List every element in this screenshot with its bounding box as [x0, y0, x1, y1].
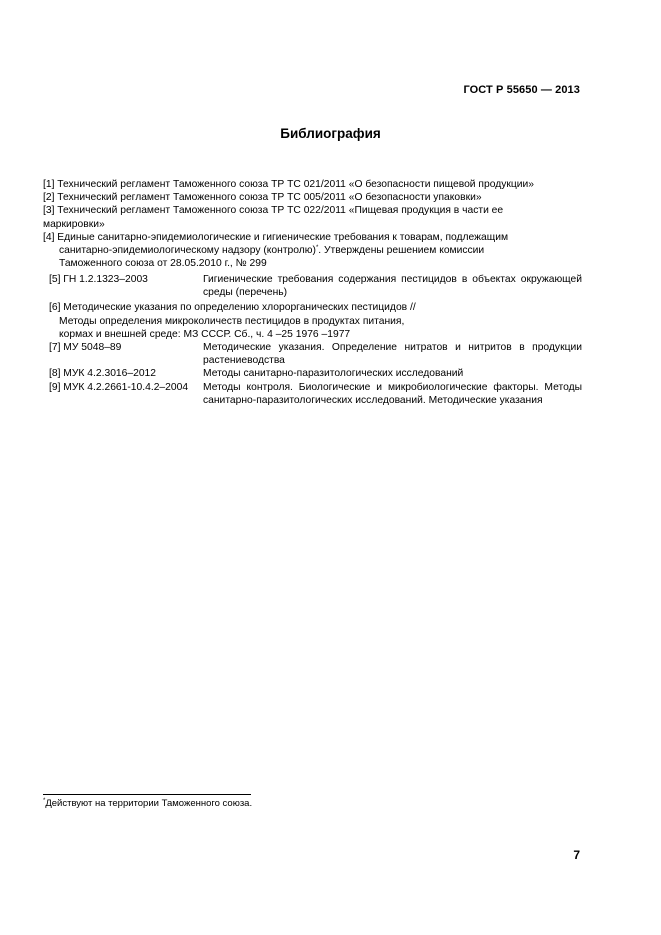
ref-6-line3: кормах и внешней среде: МЗ СССР. Сб., ч. 4 –25 1976 –1977: [59, 328, 351, 340]
footnote-mark-bottom: *: [43, 798, 46, 804]
ref-7-row: [49, 341, 582, 367]
ref-2: [2] Технический регламент Таможенного союза ТР ТС 005/2011 «О безопасности упаковки»: [43, 192, 482, 204]
bibliography-list: [43, 178, 588, 270]
bibliography-table: [49, 273, 582, 407]
footnote-mark: *: [315, 245, 319, 252]
ref-5-code: [5] ГН 1.2.1323–2003: [49, 274, 148, 285]
ref-4-line3: Таможенного союза от 28.05.2010 г., № 299: [59, 258, 267, 270]
ref-9-desc: Методы контроля. Биологические и микробиологические факторы. Методы санитарно-паразитологических исследований. Методические указания: [203, 381, 582, 406]
footnote-text: Действуют на территории Таможенного союза.: [45, 798, 253, 809]
ref-9-code: [9] МУК 4.2.2661-10.4.2–2004: [49, 381, 189, 393]
footnote: [43, 798, 252, 809]
ref-4-line2-text: санитарно-эпидемиологическому надзору (контролю): [59, 245, 316, 257]
ref-6: [49, 301, 582, 341]
ref-6-line1: [6] Методические указания по определению хлорорганических пестицидов //: [49, 302, 416, 314]
ref-4: [43, 231, 588, 271]
ref-8-code: [8] МУК 4.2.3016–2012: [49, 368, 157, 380]
ref-9-row: [49, 381, 582, 407]
standard-header: ГОСТ Р 55650 — 2013: [463, 84, 580, 96]
ref-8-row: [49, 367, 582, 380]
ref-8-desc: Методы санитарно-паразитологических исследований: [203, 368, 464, 380]
ref-1: [1] Технический регламент Таможенного союза ТР ТС 021/2011 «О безопасности пищевой продукции»: [43, 179, 534, 190]
ref-6-line2: Методы определения микроколичеств пестицидов в продуктах питания,: [59, 315, 405, 327]
ref-3-line1: [3] Технический регламент Таможенного союза ТР ТС 022/2011 «Пищевая продукция в части ее: [43, 205, 504, 217]
ref-3: [43, 204, 588, 230]
ref-7-desc: Методические указания. Определение нитратов и нитритов в продукции растениеводства: [203, 342, 582, 367]
page-title: Библиография: [280, 126, 381, 141]
ref-5-desc: Гигиенические требования содержания пестицидов в объектах окружающей среды (перечень): [203, 274, 582, 299]
ref-4-line2b: . Утверждены решением комиссии: [318, 245, 485, 257]
ref-4-line1: [4] Единые санитарно-эпидемиологические и гигиенические требования к товарам, подлежащим: [43, 231, 509, 243]
page-number: 7: [573, 848, 580, 862]
ref-4-line2: [43, 245, 484, 256]
footnote-separator: [43, 794, 251, 795]
ref-5-row: [49, 273, 582, 299]
ref-7-code: [7] МУ 5048–89: [49, 342, 122, 354]
ref-3-line2: маркировки»: [43, 218, 105, 230]
